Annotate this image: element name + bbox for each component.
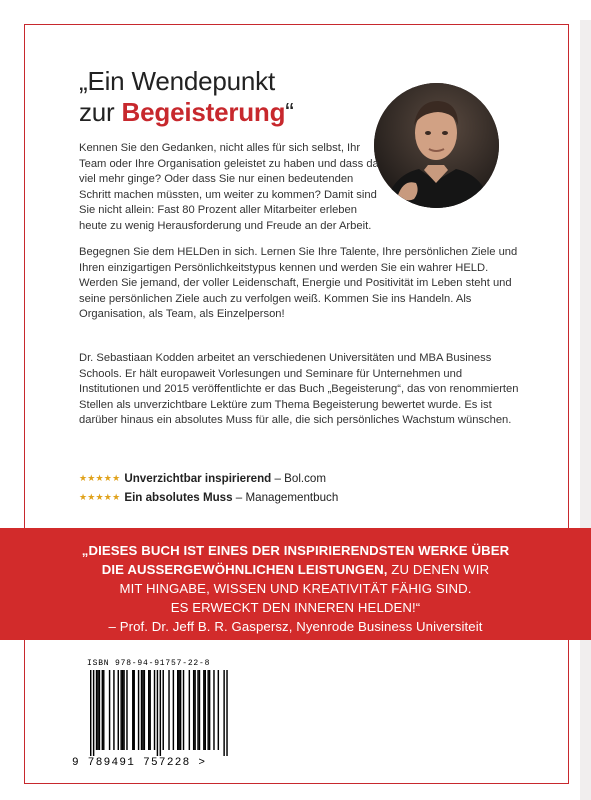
author-portrait	[374, 83, 499, 208]
barcode-bar	[99, 670, 100, 750]
isbn-barcode	[85, 670, 233, 756]
barcode-bar	[134, 670, 135, 750]
headline-line1: „Ein Wendepunkt	[79, 66, 275, 96]
barcode-bar	[90, 670, 91, 756]
barcode-bar	[138, 670, 139, 750]
endorsement-line3: MIT HINGABE, WISSEN UND KREATIVITÄT FÄHIG SIND.	[119, 581, 472, 596]
author-portrait-image	[374, 83, 499, 208]
barcode-bar	[194, 670, 195, 750]
headline-line2	[79, 97, 294, 128]
barcode-bar	[168, 670, 169, 750]
barcode-bar	[149, 670, 150, 750]
endorsement-line1-text: „DIESES BUCH IST EINES DER INSPIRIERENDSTEN WERKE ÜBER	[81, 543, 510, 558]
headline	[79, 66, 294, 128]
barcode-bar	[189, 670, 190, 750]
review-source: – Managementbuch	[232, 491, 339, 504]
endorsement-line4: ES ERWECKT DEN INNEREN HELDEN!“	[170, 600, 421, 615]
headline-suffix: “	[285, 97, 294, 127]
barcode-bar	[173, 670, 174, 750]
review-bolcom	[79, 470, 326, 487]
barcode-bar	[218, 670, 219, 750]
hero-paragraph: Begegnen Sie dem HELDen in sich. Lernen Sie Ihre Talente, Ihre persönlichen Ziele und Ihren einzigartigen Persönlichkeitstypus kennen und werden Sie ein wahrer HELD. Werden Sie jemand, der voller Leidenschaft, Energie und Positivität im Leben steht und seine persönlichen Ziele auch zu verfolgen weiß. Kommen Sie ins Handeln. Als Organisation, als Team, als Einzelperson!	[79, 246, 518, 320]
endorsement-attribution: – Prof. Dr. Jeff B. R. Gaspersz, Nyenrode Business Universiteit	[108, 619, 483, 634]
barcode-bar	[203, 670, 204, 750]
barcode-bar	[132, 670, 133, 750]
barcode-bar	[157, 670, 158, 756]
barcode-number: 9 789491 757228 >	[72, 757, 207, 769]
barcode-bar	[123, 670, 124, 750]
barcode-bar	[103, 670, 104, 750]
barcode-bar	[120, 670, 121, 750]
barcode-bar	[183, 670, 184, 750]
barcode-bar	[197, 670, 198, 750]
barcode-bar	[113, 670, 114, 750]
barcode-bar	[148, 670, 149, 750]
isbn-label: ISBN 978-94-91757-22-8	[87, 659, 211, 668]
barcode-bar	[160, 670, 161, 756]
barcode-bar	[97, 670, 98, 750]
endorsement-banner	[0, 528, 591, 640]
review-source: – Bol.com	[271, 472, 327, 485]
barcode-bar	[193, 670, 194, 750]
barcode-bar	[177, 670, 178, 750]
barcode-bar	[93, 670, 94, 756]
endorsement-line2-bold: DIE AUSSERGEWÖHNLICHEN LEISTUNGEN,	[101, 562, 388, 577]
barcode-bar	[205, 670, 206, 750]
barcode-bar	[102, 670, 103, 750]
review-quote: Ein absolutes Muss	[124, 491, 233, 504]
barcode-bar	[178, 670, 179, 750]
barcode-bar	[122, 670, 123, 750]
headline-prefix: zur	[79, 97, 122, 127]
endorsement-line2	[0, 560, 591, 579]
headline-emphasis: Begeisterung	[121, 97, 286, 127]
barcode-bar	[199, 670, 200, 750]
rating-stars-icon: ★★★★★	[79, 473, 121, 483]
barcode-bar	[142, 670, 143, 750]
barcode-bar	[118, 670, 119, 750]
barcode-bar	[126, 670, 127, 750]
barcode-bar	[109, 670, 110, 750]
barcode-bar	[226, 670, 227, 756]
barcode-bar	[213, 670, 214, 750]
barcode-bar	[207, 670, 208, 750]
intro-paragraph: Kennen Sie den Gedanken, nicht alles für sich selbst, Ihr Team oder Ihre Organisation geleistet zu haben und dass da viel mehr ginge? Oder dass Sie nur einen bedeutenden Schritt machen müssten, um weiter zu kommen? Damit sind Sie nicht allein: Fast 80 Prozent aller Mitarbeiter erleben heute zu wenig Herausforderung und Freude an der Arbeit.	[79, 142, 379, 232]
barcode-bar	[154, 670, 155, 750]
endorsement-line2-rest: ZU DENEN WIR	[387, 562, 490, 577]
barcode-bar	[223, 670, 224, 756]
rating-stars-icon: ★★★★★	[79, 492, 121, 502]
review-managementbuch	[79, 489, 338, 506]
review-quote: Unverzichtbar inspirierend	[124, 472, 272, 485]
barcode-bar	[209, 670, 210, 750]
barcode-bar	[180, 670, 181, 750]
barcode-bar	[144, 670, 145, 750]
barcode-bar	[96, 670, 97, 750]
barcode-bar	[163, 670, 164, 750]
barcode-bar	[141, 670, 142, 750]
author-bio-paragraph: Dr. Sebastiaan Kodden arbeitet an verschiedenen Universitäten und MBA Business Schools. Er hält europaweit Vorlesungen und Seminare für Unternehmen und Institutionen und 2015 veröffentlichte er das Buch „Begeisterung“, das von renommierten Stellen als unverzichtbare Lektüre zum Thema Begeisterung bewertet wurde. Es ist darüber hinaus ein absolutes Muss für alle, die sich persönliches Wachstum wünschen.	[79, 352, 519, 426]
page-edge-shadow	[580, 20, 591, 800]
endorsement-line1	[0, 541, 591, 560]
